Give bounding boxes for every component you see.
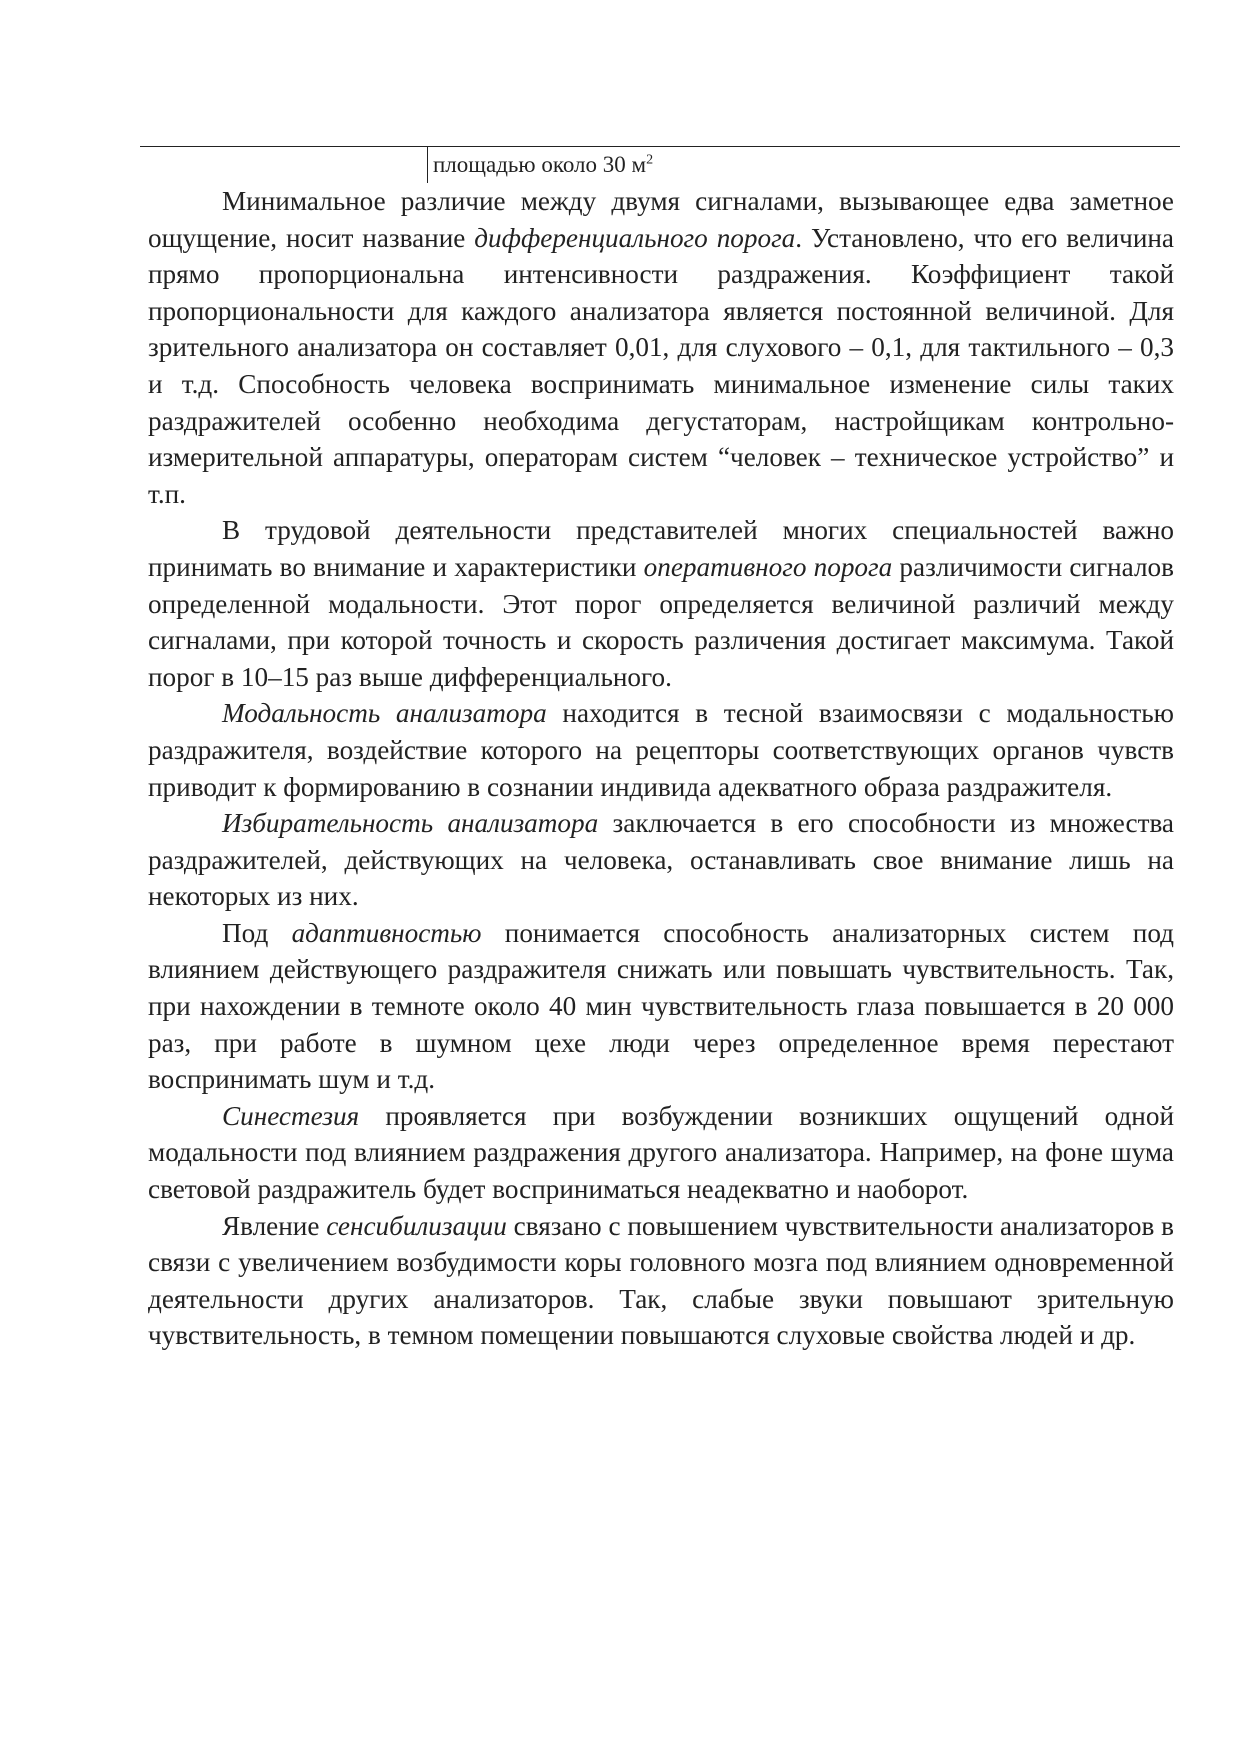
paragraph-text: понимается способность анализаторных систем под влиянием действующего раздражителя снижать или повышать чувствительность. Так, при нахождении в темноте около 40 мин чувствительность глаза повышается в 20 000 раз, при работе в шумном цехе люди через определенное время перестают воспринимать шум и т.д. — [148, 917, 1174, 1095]
paragraph-synesthesia — [148, 1098, 1174, 1208]
paragraph-differential-threshold — [148, 183, 1174, 512]
paragraph-text: связано с повышением чувствительности анализаторов в связи с увеличением возбудимости коры головного мозга под влиянием одновременной деятельности других анализаторов. Так, слабые звуки повышают зрительную чувствительность, в темном помещении повышаются слуховые свойства людей и др. — [148, 1210, 1174, 1351]
table-fragment — [140, 146, 1180, 183]
paragraph-text: проявляется при возбуждении возникших ощущений одной модальности под влиянием раздражения другого анализатора. Например, на фоне шума световой раздражитель будет восприниматься неадекватно и наоборот. — [148, 1100, 1174, 1205]
paragraph-text: Под — [222, 917, 292, 948]
italic-term: адаптивностью — [291, 917, 482, 948]
paragraph-operative-threshold — [148, 512, 1174, 695]
paragraph-text: заключается в его способности из множества раздражителей, действующих на человека, останавливать свое внимание лишь на некоторых из них. — [148, 808, 1174, 912]
paragraph-text: . Установлено, что его величина прямо пропорциональна интенсивности раздражения. Коэффициент такой пропорциональности для каждого анализатора является постоянной величиной. Для зрительного анализатора он составляет 0,01, для слухового – 0,1, для тактильного – 0,3 и т.д. Способность человека воспринимать минимальное изменение силы таких раздражителей особенно необходима дегустаторам, настройщикам контрольно-измерительной аппаратуры, операторам систем “человек – техническое устройство” и т.п. — [148, 222, 1174, 509]
table-cell-divider — [427, 147, 428, 183]
paragraph-text: различимости сигналов определенной модальности. Этот порог определяется величиной различий между сигналами, при которой точность и скорость различения достигает максимума. Такой порог в 10–15 раз выше дифференциального. — [148, 551, 1174, 692]
table-cell-text — [433, 151, 653, 179]
paragraph-modality — [148, 695, 1174, 805]
italic-term: Синестезия — [222, 1100, 360, 1131]
table-cell-superscript: 2 — [646, 152, 654, 168]
italic-term: Модальность анализатора — [222, 698, 547, 729]
paragraph-text: находится в тесной взаимосвязи с модальностью раздражителя, воздействие которого на рецепторы соответствующих органов чувств приводит к формированию в сознании индивида адекватного образа раздражителя. — [148, 698, 1174, 802]
italic-term: сенсибилизации — [326, 1210, 507, 1241]
paragraph-sensitization — [148, 1208, 1174, 1354]
italic-term: дифференциального порога — [474, 222, 796, 253]
italic-term: оперативного порога — [643, 551, 893, 582]
paragraph-selectivity — [148, 805, 1174, 915]
table-cell-value: площадью около 30 м — [433, 152, 647, 177]
paragraph-text: В трудовой деятельности представителей многих специальностей важно принимать во внимание и характеристики — [148, 515, 1174, 582]
paragraph-text: Явление — [222, 1210, 327, 1241]
paragraph-adaptivity — [148, 915, 1174, 1098]
paragraph-text: Минимальное различие между двумя сигналами, вызывающее едва заметное ощущение, носит название — [148, 186, 1174, 253]
body-text — [148, 183, 1174, 1354]
italic-term: Избирательность анализатора — [222, 808, 599, 839]
